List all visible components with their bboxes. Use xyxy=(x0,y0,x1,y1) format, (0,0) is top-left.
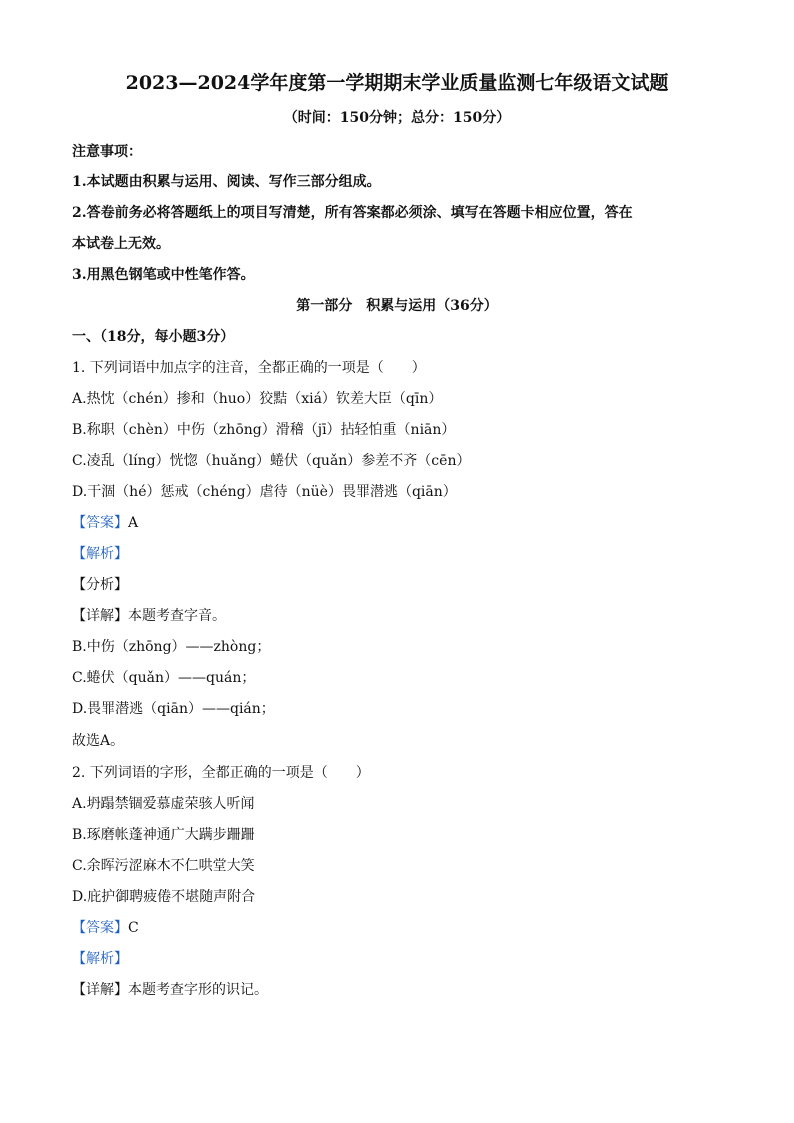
option-word: 惩戒（chéng） xyxy=(160,484,260,500)
option-word: 哄堂大笑 xyxy=(198,858,255,874)
analysis-tag: 【解析】 xyxy=(72,546,128,562)
option-row xyxy=(72,887,255,907)
option-row xyxy=(72,451,470,471)
detail-text: 本题考查字音。 xyxy=(128,608,226,624)
option-label: D. xyxy=(72,484,88,500)
option-word: 钦差大臣（qīn） xyxy=(335,391,443,407)
option-word: 麻木不仁 xyxy=(142,858,199,874)
detail-line xyxy=(72,606,226,626)
option-word: 余晖 xyxy=(86,858,115,874)
answer-value: C xyxy=(128,920,139,936)
question-stem: 2. 下列词语的字形，全都正确的一项是（ ） xyxy=(72,765,370,781)
answer-tag: 【答案】 xyxy=(72,515,128,531)
option-word: 随声附合 xyxy=(199,889,256,905)
page-title: 2023—2024学年度第一学期期末学业质量监测七年级语文试题 xyxy=(125,72,669,94)
notice-item: 3.用黑色钢笔或中性笔作答。 xyxy=(72,267,255,283)
option-label: D. xyxy=(72,889,88,905)
option-label: C. xyxy=(72,453,87,469)
option-word: 神通广大 xyxy=(142,827,199,843)
section-heading: 第一部分 积累与运用（36分） xyxy=(296,298,498,314)
answer-value: A xyxy=(128,515,139,531)
conclusion-line: 故选A。 xyxy=(72,733,125,749)
option-word: 禁锢 xyxy=(114,796,143,812)
answer-tag: 【答案】 xyxy=(72,920,128,936)
option-word: 热忱（chén） xyxy=(86,391,177,407)
option-word: 称职（chèn） xyxy=(86,422,177,438)
option-row xyxy=(72,420,455,440)
option-word: 骇人听闻 xyxy=(198,796,255,812)
option-word: 恍惚（huǎng） xyxy=(169,453,270,469)
option-word: 中伤（zhōng） xyxy=(176,422,276,438)
explain-line: D.畏罪潜逃（qiān）——qián； xyxy=(72,701,275,717)
option-label: B. xyxy=(72,827,87,843)
option-label: C. xyxy=(72,858,87,874)
detail-tag: 【详解】 xyxy=(72,608,128,624)
option-row xyxy=(72,482,457,502)
option-label: A. xyxy=(72,796,87,812)
option-word: 虐待（nüè） xyxy=(259,484,342,500)
option-word: 坍蹋 xyxy=(86,796,115,812)
notice-item: 2.答卷前务必将答题纸上的项目写清楚，所有答案都必须涂、填写在答题卡相应位置，答在 xyxy=(72,205,633,221)
detail-tag: 【详解】 xyxy=(72,982,128,998)
option-row xyxy=(72,825,255,845)
part-heading: 一、（18分，每小题3分） xyxy=(72,329,235,345)
option-label: B. xyxy=(72,422,87,438)
option-row xyxy=(72,389,442,409)
answer-line xyxy=(72,918,139,938)
question-stem: 1. 下列词语中加点字的注音，全都正确的一项是（ ） xyxy=(72,360,426,376)
analysis-tag: 【解析】 xyxy=(72,951,128,967)
detail-text: 本题考查字形的识记。 xyxy=(128,982,268,998)
fenxi-tag: 【分析】 xyxy=(72,577,128,593)
notice-item: 1.本试题由积累与运用、阅读、写作三部分组成。 xyxy=(72,174,381,190)
option-label: A. xyxy=(72,391,87,407)
option-word: 拈轻怕重（niān） xyxy=(340,422,456,438)
option-word: 滑稽（jī） xyxy=(275,422,341,438)
option-word: 琢磨 xyxy=(86,827,115,843)
option-word: 帐蓬 xyxy=(114,827,143,843)
notice-heading: 注意事项： xyxy=(72,144,142,160)
option-word: 凌乱（líng） xyxy=(86,453,170,469)
option-word: 庇护 xyxy=(87,889,116,905)
explain-line: B.中伤（zhōng）——zhòng； xyxy=(72,639,271,655)
exam-time-info: （时间：150分钟；总分：150分） xyxy=(283,110,511,126)
option-word: 畏罪潜逃（qiān） xyxy=(341,484,457,500)
answer-line xyxy=(72,513,138,533)
detail-line xyxy=(72,980,268,1000)
option-word: 参差不齐（cēn） xyxy=(361,453,471,469)
option-word: 干涸（hé） xyxy=(87,484,161,500)
option-word: 污涩 xyxy=(114,858,143,874)
option-row xyxy=(72,856,255,876)
explain-line: C.蜷伏（quǎn）——quán； xyxy=(72,670,256,686)
option-word: 疲倦不堪 xyxy=(143,889,200,905)
option-word: 蜷伏（quǎn） xyxy=(269,453,362,469)
option-word: 蹒步跚跚 xyxy=(198,827,255,843)
option-word: 掺和（huo） xyxy=(176,391,260,407)
option-word: 狡黠（xiá） xyxy=(259,391,336,407)
option-word: 爱慕虚荣 xyxy=(142,796,199,812)
option-word: 御聘 xyxy=(115,889,144,905)
notice-item: 本试卷上无效。 xyxy=(72,236,170,252)
option-row xyxy=(72,794,255,814)
